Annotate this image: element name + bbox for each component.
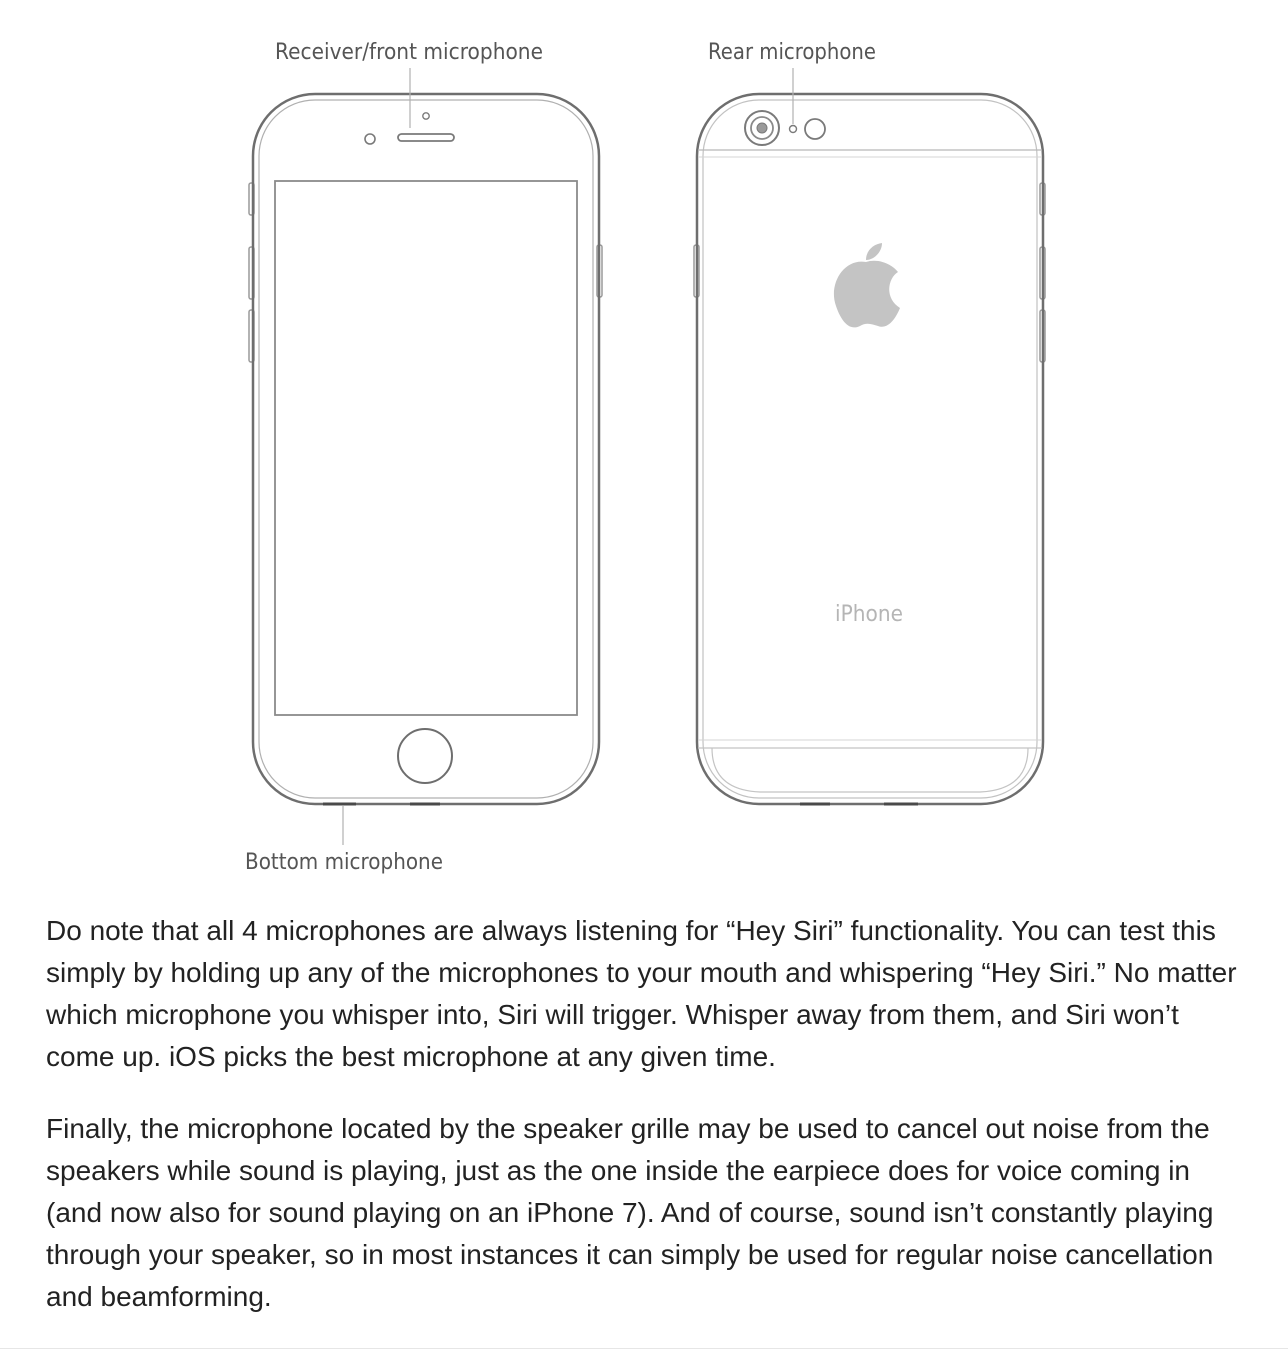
- front-body-outline: [253, 94, 599, 804]
- article-paragraph-2: Finally, the microphone located by the speaker grille may be used to cancel out noise from the speakers while sound is playing, just as the one inside the earpiece does for voice coming in (and now also for sound playing on an iPhone 7). And of course, sound isn’t constantly playing through your speaker, so in most instances it can simply be used for regular noise cancellation and beamforming.: [46, 1113, 1214, 1312]
- iphone-back-view: [694, 68, 1045, 804]
- rear-flash: [805, 119, 825, 139]
- front-camera: [365, 134, 375, 144]
- article-paragraph-1: Do note that all 4 microphones are always listening for “Hey Siri” functionality. You can test this simply by holding up any of the microphones to your mouth and whispering “Hey Siri.” No matter which microphone you whisper into, Siri will trigger. Whisper away from them, and Siri won’t come up. iOS picks the best microphone at any given time.: [46, 915, 1237, 1072]
- front-screen: [275, 181, 577, 715]
- label-bottom-microphone: Bottom microphone: [245, 850, 443, 875]
- iphone-wordmark: iPhone: [835, 602, 903, 627]
- label-rear-microphone: Rear microphone: [708, 40, 876, 65]
- rear-camera-lens: [757, 123, 767, 133]
- back-body-inner-edge: [703, 100, 1037, 798]
- rear-microphone-hole: [790, 126, 797, 133]
- apple-logo-icon: [834, 243, 900, 327]
- home-button: [398, 729, 452, 783]
- receiver-slot: [398, 134, 454, 141]
- front-microphone-hole: [423, 113, 429, 119]
- iphone-front-view: [249, 68, 602, 845]
- back-body-outline: [697, 94, 1043, 804]
- label-front-microphone: Receiver/front microphone: [275, 40, 543, 65]
- bottom-divider: [0, 1348, 1288, 1349]
- bottom-antenna-curve: [698, 748, 1042, 792]
- front-body-inner-edge: [259, 100, 593, 798]
